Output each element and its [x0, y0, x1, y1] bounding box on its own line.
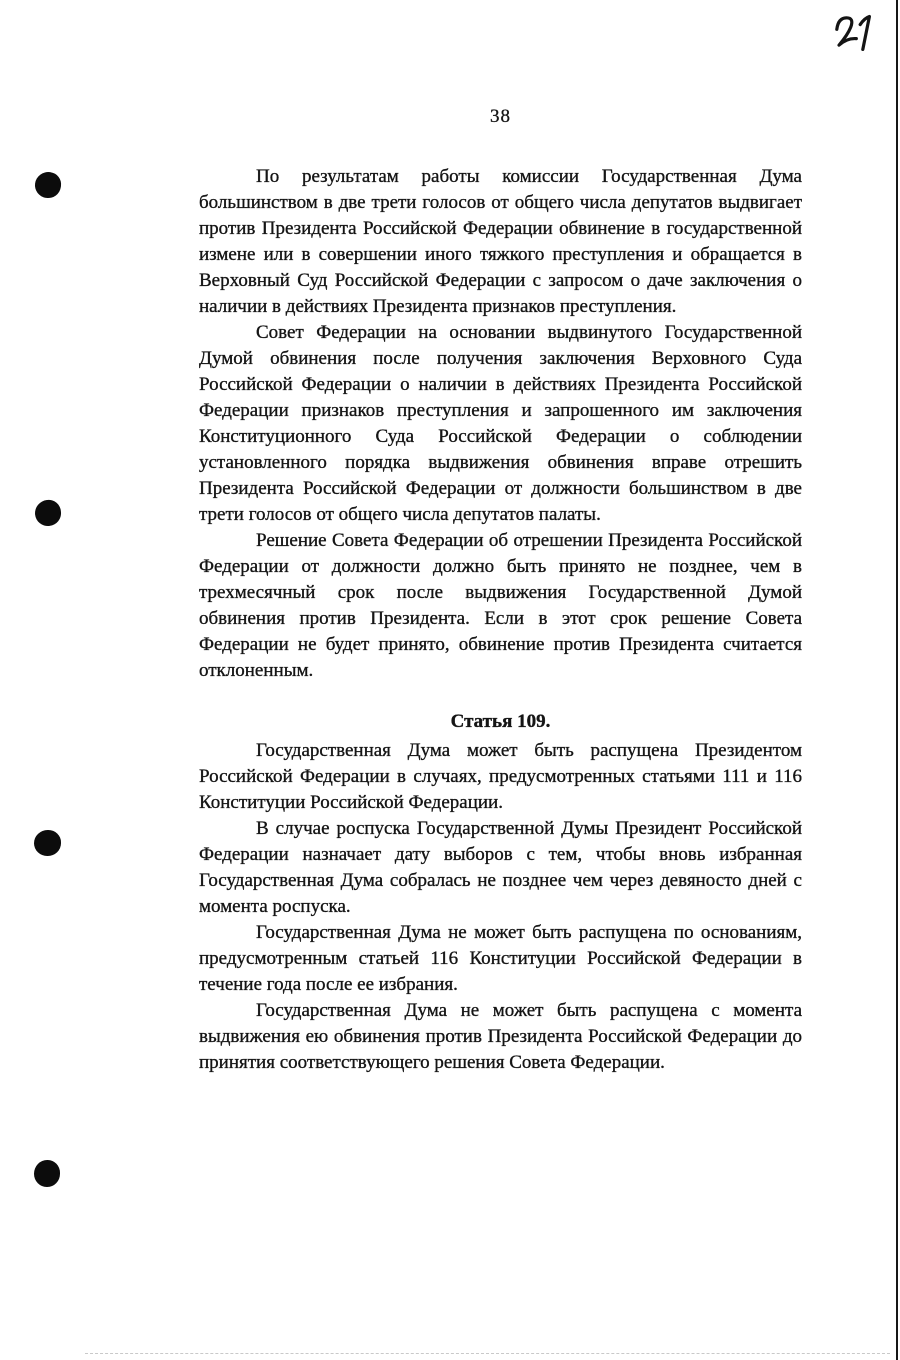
- paragraph: Совет Федерации на основании выдвинутого Государственной Думой обвинения после получения заключения Верховного Суда Российской Федерации о наличии в действиях Президента Российской Федерации признаков преступления и запрошенного им заключения Конституционного Суда Российской Федерации о соблюдении установленного порядка выдвижения обвинения вправе отрешить Президента Российской Федерации от должности большинством в две трети голосов от общего числа депутатов палаты.: [199, 322, 802, 525]
- page-number: 38: [490, 106, 511, 127]
- article-heading: Статья 109.: [450, 711, 551, 732]
- handwritten-page-number: [828, 8, 884, 60]
- paragraph: В случае роспуска Государственной Думы Президент Российской Федерации назначает дату выборов с тем, чтобы вновь избранная Государственная Дума собралась не позднее чем через девяносто дней с момента роспуска.: [199, 818, 802, 917]
- document-body: [199, 164, 802, 1076]
- scan-edge-line: [896, 0, 898, 1360]
- paragraph: Решение Совета Федерации об отрешении Президента Российской Федерации от должности должно быть принято не позднее, чем в трехмесячный срок после выдвижения Государственной Думой обвинения против Президента. Если в этот срок решение Совета Федерации не будет принято, обвинение против Президента считается отклоненным.: [199, 530, 802, 681]
- hole-punch-dot: [34, 830, 61, 856]
- hole-punch-dot: [34, 499, 63, 528]
- paragraph: Государственная Дума не может быть распущена по основаниям, предусмотренным статьей 116 Конституции Российской Федерации в течение года после ее избрания.: [199, 922, 802, 995]
- hole-punch-dot: [33, 170, 62, 199]
- paragraph: Государственная Дума не может быть распущена с момента выдвижения ею обвинения против Президента Российской Федерации до принятия соответствующего решения Совета Федерации.: [199, 1000, 802, 1073]
- scan-bottom-edge-line: [85, 1353, 890, 1354]
- hole-punch-dot: [34, 1160, 60, 1187]
- paragraph: По результатам работы комиссии Государственная Дума большинством в две трети голосов от общего числа депутатов выдвигает против Президента Российской Федерации обвинение в государственной измене или в совершении иного тяжкого преступления и обращается в Верховный Суд Российской Федерации с запросом о даче заключения о наличии в действиях Президента признаков преступления.: [199, 166, 802, 317]
- paragraph: Государственная Дума может быть распущена Президентом Российской Федерации в случаях, предусмотренных статьями 111 и 116 Конституции Российской Федерации.: [199, 740, 802, 813]
